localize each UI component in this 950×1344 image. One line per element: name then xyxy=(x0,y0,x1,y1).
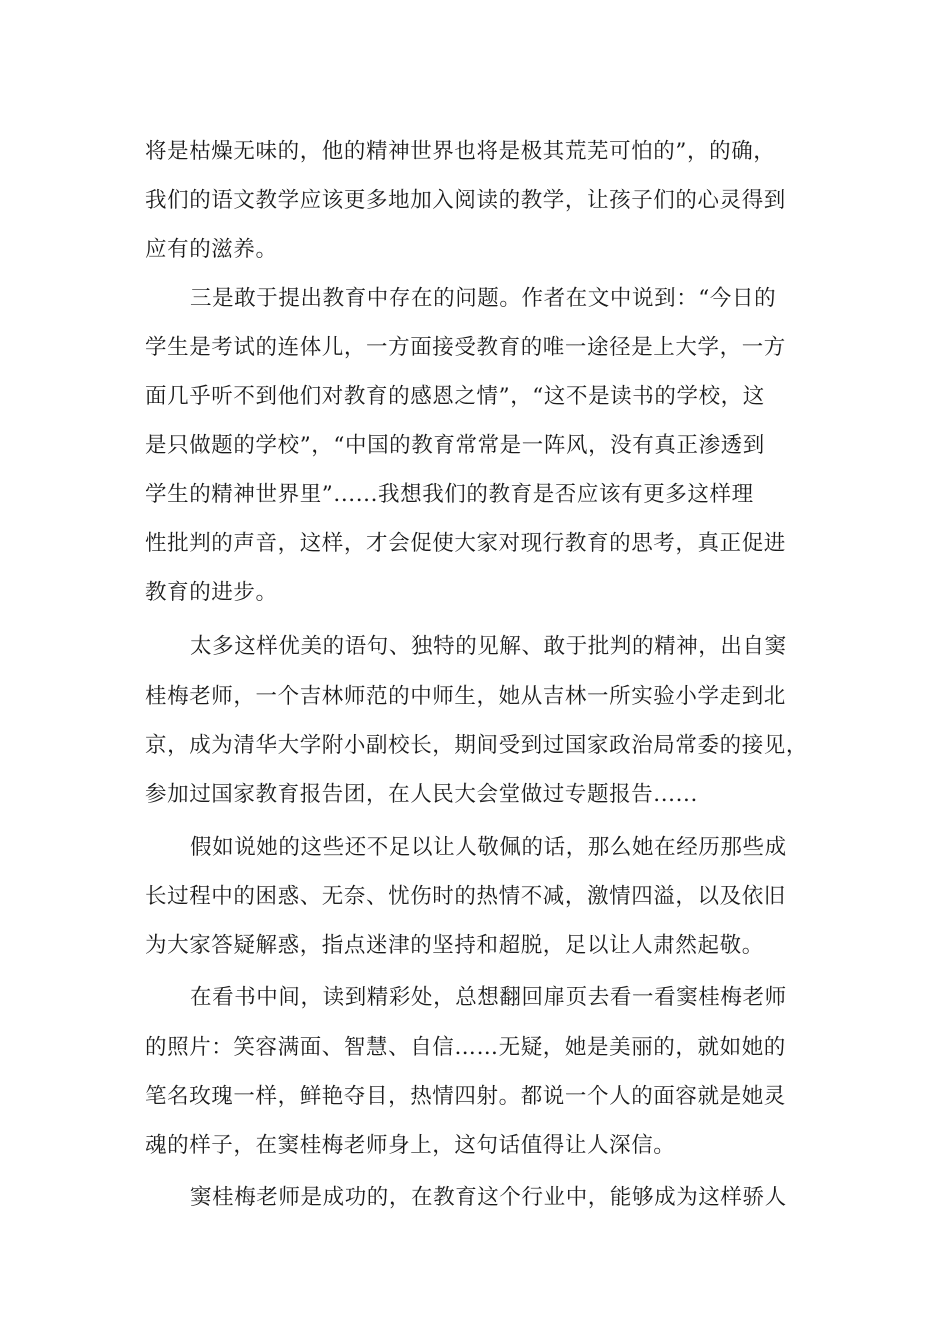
text-line: 学生的精神世界里”......我想我们的教育是否应该有更多这样理 xyxy=(145,482,754,507)
text-line: 魂的样子，在窦桂梅老师身上，这句话值得让人深信。 xyxy=(145,1133,676,1158)
text-line: 是只做题的学校”，“中国的教育常常是一阵风，没有真正渗透到 xyxy=(145,433,765,458)
paragraph-start-line: 太多这样优美的语句、独特的见解、敢于批判的精神，出自窦 xyxy=(190,634,787,659)
text-line: 应有的滋养。 xyxy=(145,237,278,262)
text-line: 性批判的声音，这样，才会促使大家对现行教育的思考，真正促进 xyxy=(145,531,786,556)
text-line: 学生是考试的连体儿，一方面接受教育的唯一途径是上大学，一方 xyxy=(145,335,786,360)
text-line: 京，成为清华大学附小副校长，期间受到过国家政治局常委的接见， xyxy=(145,733,809,758)
text-line: 面几乎听不到他们对教育的感恩之情”，“这不是读书的学校，这 xyxy=(145,384,765,409)
text-line: 教育的进步。 xyxy=(145,580,278,605)
paragraph-start-line: 窦桂梅老师是成功的，在教育这个行业中，能够成为这样骄人 xyxy=(190,1185,787,1210)
paragraph-start-line: 在看书中间，读到精彩处，总想翻回扉页去看一看窦桂梅老师 xyxy=(190,985,787,1010)
text-line: 为大家答疑解惑，指点迷津的坚持和超脱，足以让人肃然起敬。 xyxy=(145,933,764,958)
paragraph-start-line: 三是敢于提出教育中存在的问题。作者在文中说到：“今日的 xyxy=(190,286,777,311)
text-line: 桂梅老师，一个吉林师范的中师生，她从吉林一所实验小学走到北 xyxy=(145,684,786,709)
text-line: 长过程中的困惑、无奈、忧伤时的热情不减，激情四溢，以及依旧 xyxy=(145,884,786,909)
text-line: 参加过国家教育报告团，在人民大会堂做过专题报告...... xyxy=(145,782,698,807)
text-line: 我们的语文教学应该更多地加入阅读的教学，让孩子们的心灵得到 xyxy=(145,188,786,213)
text-line: 将是枯燥无味的，他的精神世界也将是极其荒芜可怕的”，的确， xyxy=(145,139,776,164)
text-line: 笔名玫瑰一样，鲜艳夺目，热情四射。都说一个人的面容就是她灵 xyxy=(145,1084,786,1109)
text-line: 的照片：笑容满面、智慧、自信……无疑，她是美丽的，就如她的 xyxy=(145,1035,786,1060)
paragraph-start-line: 假如说她的这些还不足以让人敬佩的话，那么她在经历那些成 xyxy=(190,835,787,860)
